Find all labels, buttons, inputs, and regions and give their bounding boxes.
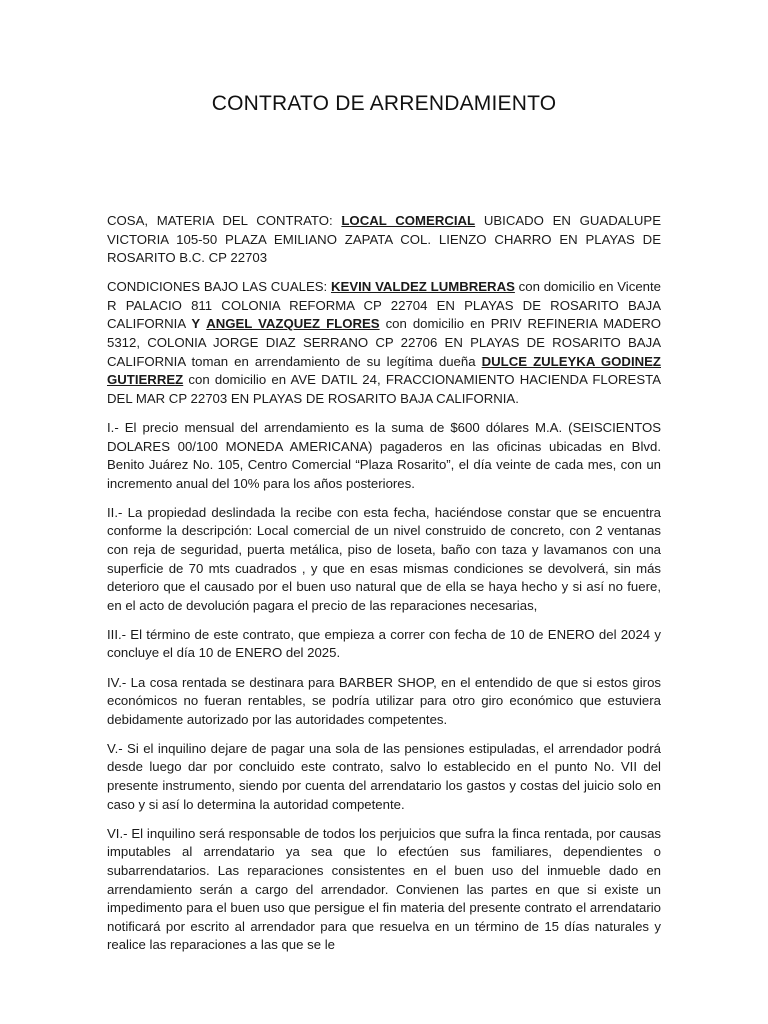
document-title: CONTRATO DE ARRENDAMIENTO xyxy=(211,92,557,115)
party-name: DULCE ZULEYKA GODINEZ GUTIERREZ xyxy=(107,353,661,388)
text: UBICADO EN GUADALUPE VICTORIA 105-50 PLAZA EMILIANO ZAPATA COL. LIENZO CHARRO EN PLAYAS DE ROSARITO B.C. CP 22703 xyxy=(107,213,661,266)
clause-ii: II.- La propiedad deslindada la recibe con esta fecha, haciéndose constar que se encuentra conforme la descripción: Local comercial de un nivel construido de concreto, con 2 ventanas con reja de seguridad, puerta metálica, piso de loseta, baño con taza y lavamanos con una superficie de 70 mts cuadrados , y que en esas mismas condiciones se devolverá, sin más deterioro que el causado por el buen uso natural que de ella se haya hecho y si así no fuere, en el acto de devolución pagara el precio de las reparaciones necesarias, xyxy=(107,504,661,613)
clause-i: I.- El precio mensual del arrendamiento es la suma de $600 dólares M.A. (SEISCIENTOS DOLARES 00/100 MONEDA AMERICANA) pagaderos en las oficinas ubicadas en Blvd. Benito Juárez No. 105, Centro Comercial “Plaza Rosarito”, el día veinte de cada mes, con un incremento anual del 10% para los años posteriores. xyxy=(107,419,661,491)
text: con domicilio en Vicente R PALACIO 811 COLONIA REFORMA CP 22704 EN PLAYAS DE ROSARITO BAJA CALIFORNIA xyxy=(107,279,662,332)
clause-iii: III.- El término de este contrato, que empieza a correr con fecha de 10 de ENERO del 2024 y concluye el día 10 de ENERO del 2025. xyxy=(107,626,661,661)
clause-iv: IV.- La cosa rentada se destinara para BARBER SHOP, en el entendido de que si estos giros económicos no fueran rentables, se podría utilizar para otro giro económico que estuviera debidamente autorizado por las autoridades competentes. xyxy=(107,674,661,727)
paragraph-subject xyxy=(107,212,661,268)
conjunction: Y xyxy=(191,316,201,332)
party-name: KEVIN VALDEZ LUMBRERAS xyxy=(331,279,515,295)
text: COSA, MATERIA DEL CONTRATO: xyxy=(107,213,342,228)
underlined-term: LOCAL COMERCIAL xyxy=(341,213,476,228)
clause-v: V.- Si el inquilino dejare de pagar una sola de las pensiones estipuladas, el arrendador podrá desde luego dar por concluido este contrato, salvo lo establecido en el punto No. VII del presente instrumento, siendo por cuenta del arrendatario los gastos y costas del juicio solo en caso y si así lo determina la autoridad competente. xyxy=(107,740,661,812)
document-body xyxy=(107,212,661,965)
text: con domicilio en PRIV REFINERIA MADERO 5312, COLONIA JORGE DIAZ SERRANO CP 22706 EN PLAYAS DE ROSARITO BAJA CALIFORNIA toman en arrendamiento de su legítima dueña xyxy=(107,316,661,369)
clause-vi: VI.- El inquilino será responsable de todos los perjuicios que sufra la finca rentada, por causas imputables al arrendatario ya sea que lo efectúen sus familiares, dependientes o subarrendatarios. Las reparaciones consistentes en el buen uso del inmueble dado en arrendamiento serán a cargo del arrendador. Convienen las partes en que si existe un impedimento para el buen uso que persigue el fin materia del presente contrato el arrendatario notificará por escrito al arrendador para que resuelva en un término de 15 días naturales y realice las reparaciones a las que se le xyxy=(107,825,661,953)
text: con domicilio en AVE DATIL 24, FRACCIONAMIENTO HACIENDA FLORESTA DEL MAR CP 22703 EN PLAYAS DE ROSARITO BAJA CALIFORNIA. xyxy=(107,372,661,406)
party-name: ANGEL VAZQUEZ FLORES xyxy=(206,316,380,332)
paragraph-conditions xyxy=(107,278,661,408)
text: CONDICIONES BAJO LAS CUALES: xyxy=(107,279,331,295)
